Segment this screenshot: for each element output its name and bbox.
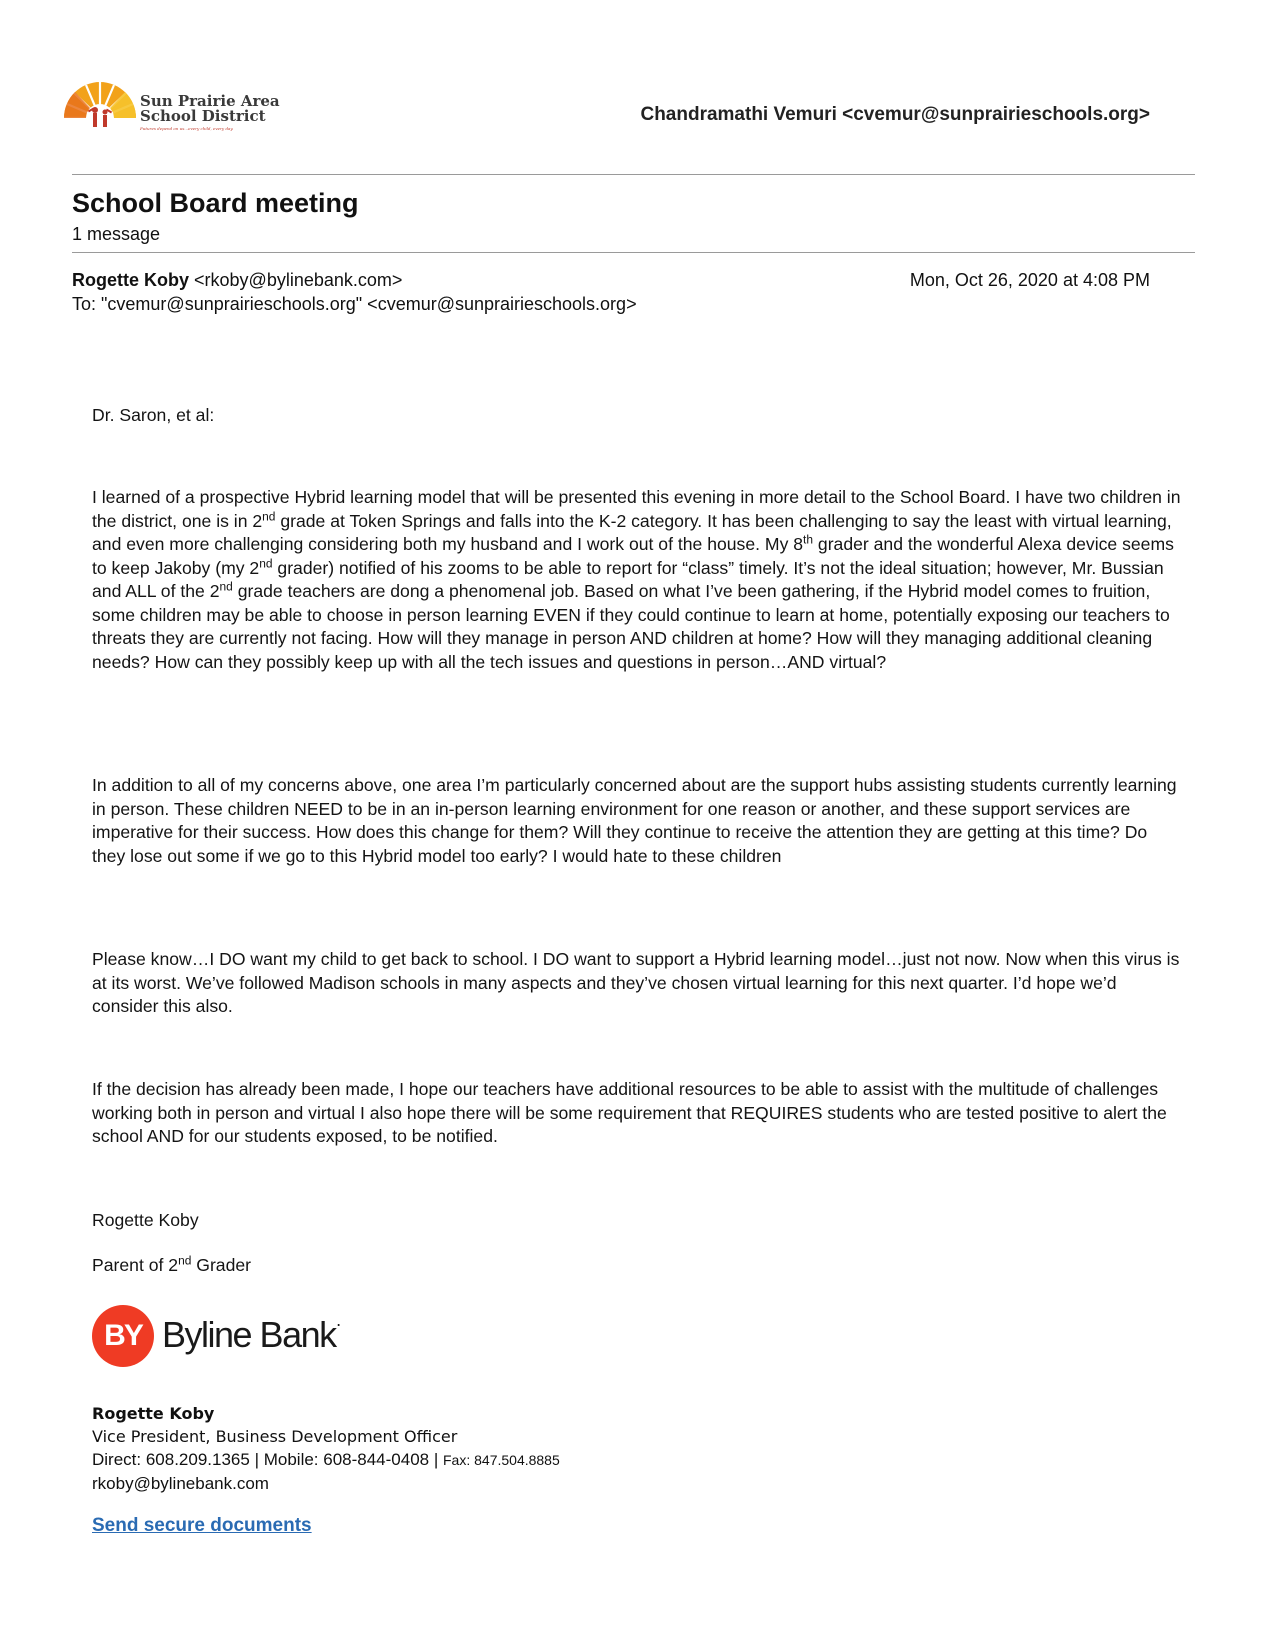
fax-number: Fax: 847.504.8885 [443, 1452, 560, 1468]
account-address: Chandramathi Vemuri <cvemur@sunprairieschools.org> [640, 104, 1150, 125]
thread-divider [72, 252, 1195, 253]
sun-prairie-sunburst-icon [62, 78, 140, 140]
signature-phones: Direct: 608.209.1365 | Mobile: 608-844-0408 | Fax: 847.504.8885 [92, 1450, 560, 1469]
sender-email: <rkoby@bylinebank.com> [194, 270, 403, 290]
district-name: Sun Prairie Area School District [140, 92, 280, 125]
message-date: Mon, Oct 26, 2020 at 4:08 PM [909, 270, 1150, 290]
recipient [72, 294, 637, 315]
sign-off-role: Parent of 2nd Grader [92, 1253, 252, 1275]
message-count: 1 message [72, 224, 161, 244]
signature-name: Rogette Koby [92, 1404, 215, 1423]
body-paragraph-3: Please know…I DO want my child to get back to school. I DO want to support a Hybrid learning model…just not now. Now when this virus is at its worst. We’ve followed Madison schools in many aspects and they’ve chosen virtual learning for this next quarter. I’d hope we’d consider this also. [92, 949, 1180, 1016]
sender [72, 270, 402, 291]
to-value: "cvemur@sunprairieschools.org" <cvemur@sunprairieschools.org> [101, 294, 637, 314]
sign-off-name: Rogette Koby [92, 1210, 199, 1230]
body-paragraph-1: I learned of a prospective Hybrid learning model that will be presented this evening in more detail to the School Board. I have two children in the district, one is in 2nd grade at Token Springs and falls into the K-2 category. It has been challenging to say the least with virtual learning, and even more challenging considering both my husband and I work out of the house. My 8th grader and the wonderful Alexa device seems to keep Jakoby (my 2nd grader) notified of his zooms to be able to report for “class” timely. It’s not the ideal situation; however, Mr. Bussian and ALL of the 2nd grade teachers are dong a phenomenal job. Based on what I’ve been gathering, if the Hybrid model comes to fruition, some children may be able to choose in person learning EVEN if they could continue to learn at home, potentially exposing our teachers to threats they are currently not facing. How will they manage in person AND children at home? How will they managing additional cleaning needs? How can they possibly keep up with all the tech issues and questions in person…AND virtual? [92, 487, 1181, 672]
signature-title: Vice President, Business Development Officer [92, 1427, 458, 1446]
bank-monogram: BY [92, 1305, 154, 1367]
body-paragraph-4: If the decision has already been made, I hope our teachers have additional resources to be able to assist with the multitude of challenges working both in person and virtual I also hope there will be some requirement that REQUIRES students who are tested positive to alert the school AND for our students exposed, to be notified. [92, 1079, 1167, 1146]
to-label: To: [72, 294, 97, 314]
district-logo [62, 78, 302, 144]
mobile-phone: Mobile: 608-844-0408 [263, 1450, 430, 1469]
greeting: Dr. Saron, et al: [92, 405, 215, 425]
district-tagline: Futures depend on us...every child, every day. [140, 126, 234, 131]
signature-email: rkoby@bylinebank.com [92, 1474, 269, 1493]
header-divider [72, 174, 1195, 175]
direct-phone: Direct: 608.209.1365 [92, 1450, 250, 1469]
thread-subject: School Board meeting [72, 188, 359, 218]
byline-bank-logo-icon [92, 1305, 352, 1371]
sender-name: Rogette Koby [72, 270, 189, 290]
bank-name: Byline Bank· [162, 1314, 341, 1355]
send-secure-documents-link[interactable]: Send secure documents [92, 1515, 312, 1536]
body-paragraph-2: In addition to all of my concerns above, one area I’m particularly concerned about are the support hubs assisting students currently learning in person. These children NEED to be in an in-person learning environment for one reason or another, and these support services are imperative for their success. How does this change for them? Will they continue to receive the attention they are getting at this time? Do they lose out some if we go to this Hybrid model too early? I would hate to these children [92, 775, 1177, 866]
